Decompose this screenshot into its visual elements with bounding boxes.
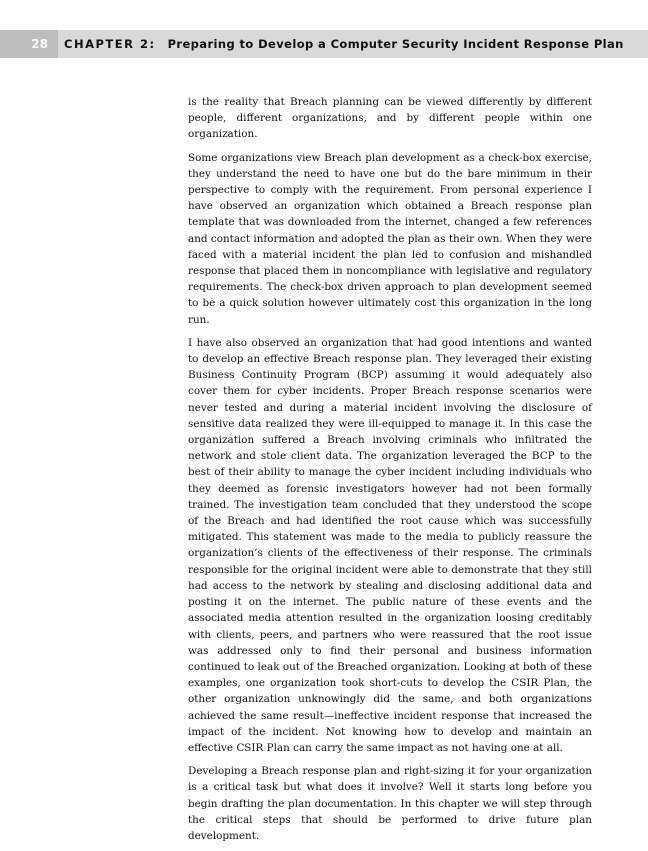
running-header (0, 30, 648, 58)
paragraph: is the reality that Breach planning can be viewed differently by different people, different organizations, and by different people within one organization. (188, 96, 592, 141)
chapter-heading (64, 30, 624, 58)
chapter-title: Preparing to Develop a Computer Security Incident Response Plan (167, 37, 624, 51)
paragraph: Developing a Breach response plan and right-sizing it for your organization is a critical task but what does it involve? Well it starts long before you begin drafting the plan documentation. In this chapter we will step through the critical steps that should be performed to drive future plan development. (188, 765, 592, 842)
paragraph: I have also observed an organization that had good intentions and wanted to develop an effective Breach response plan. They leveraged their existing Business Continuity Program (BCP) assuming it would adequately also cover them for cyber incidents. Proper Breach response scenarios were never tested and during a material incident involving the disclosure of sensitive data realized they were ill-equipped to manage it. In this case the organization suffered a Breach involving criminals who infiltrated the network and stole client data. The organization leveraged the BCP to the best of their ability to manage the cyber incident including individuals who they deemed as forensic investigators however had not been formally trained. The investigation team concluded that they understood the scope of the Breach and had identified the root cause which was successfully mitigated. This statement was made to the media to publicly reassure the organization’s clients of the effectiveness of their response. The criminals responsible for the original incident were able to demonstrate that they still had access to the network by stealing and disclosing additional data and posting it on the internet. The public nature of these events and the associated media attention resulted in the organization loosing creditably with clients, peers, and partners who were reassured that the root issue was addressed only to find their personal and business information continued to leak out of the Breached organization. Looking at both of these examples, one organization took short-cuts to develop the CSIR Plan, the other organization unknowingly did the same, and both organizations achieved the same result—ineffective incident response that increased the impact of the incident. Not knowing how to develop and maintain an effective CSIR Plan can carry the same impact as not having one at all. (188, 336, 592, 754)
body-text (188, 94, 592, 851)
page-number: 28 (0, 30, 58, 58)
paragraph: Some organizations view Breach plan development as a check-box exercise, they understand the need to have one but do the bare minimum in their perspective to comply with the requirement. From personal experience I have observed an organization which obtained a Breach response plan template that was downloaded from the internet, changed a few references and contact information and adopted the plan as their own. When they were faced with a material incident the plan led to confusion and mishandled response that placed them in noncompliance with legislative and regulatory requirements. The check-box driven approach to plan development seemed to be a quick solution however ultimately cost this organization in the long run. (188, 151, 592, 326)
chapter-label: CHAPTER 2: (64, 37, 156, 51)
